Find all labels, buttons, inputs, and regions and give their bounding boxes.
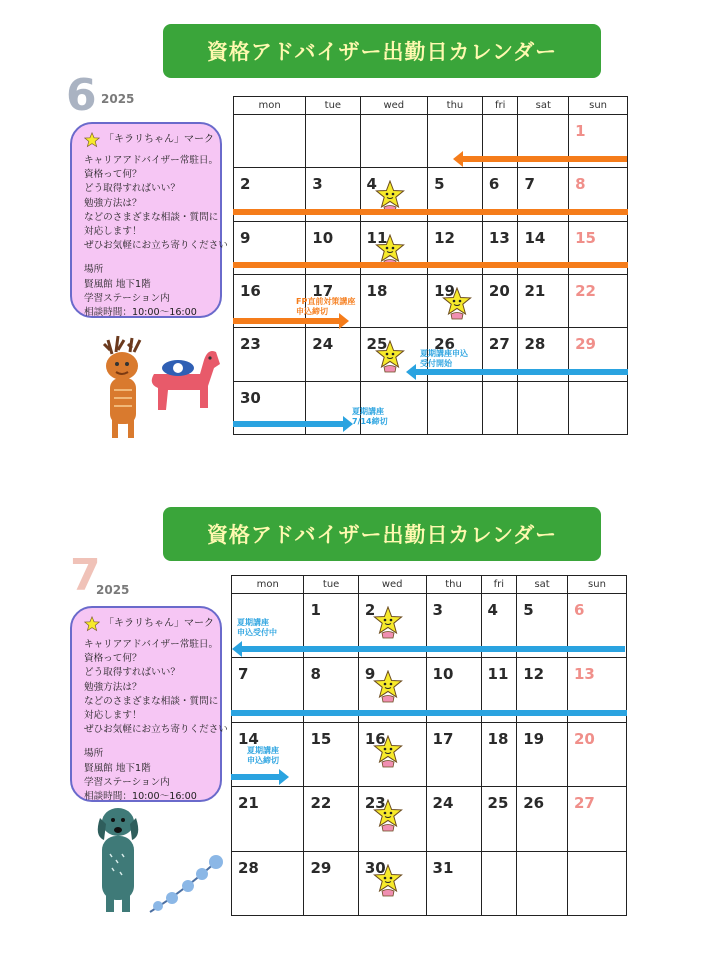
weekday-thu: thu: [426, 576, 481, 594]
kirari-star-icon: [373, 606, 403, 644]
calendar-day-cell: [304, 722, 358, 786]
info-mark-label: 「キラリちゃん」マーク: [104, 617, 214, 629]
kirari-star-icon: [442, 287, 472, 325]
note-summer-accepting: 夏期講座 申込受付中: [237, 618, 277, 637]
day-number: 9: [240, 228, 251, 247]
calendar-week-row: [232, 722, 627, 786]
info-place-label: 場所: [84, 748, 104, 760]
july-banner-title: 資格アドバイザー出勤日カレンダー: [163, 507, 601, 561]
weekday-fri: fri: [482, 97, 518, 115]
calendar-day-cell: [306, 115, 360, 168]
info-place-line: 学習ステーション内: [84, 292, 170, 304]
calendar-day-cell: [481, 722, 517, 786]
info-line: ぜひお気軽にお立ち寄りください: [84, 240, 228, 252]
day-number: 18: [366, 281, 388, 300]
calendar-day-cell: [360, 115, 428, 168]
weekday-mon: mon: [232, 576, 304, 594]
info-line: 対応します！: [84, 226, 142, 238]
arrow-head-left: [453, 151, 463, 167]
info-hours: 相談時間：10:00～16:00: [84, 791, 197, 803]
day-number: 10: [312, 228, 334, 247]
calendar-day-cell: [426, 722, 481, 786]
day-number: 16: [240, 281, 261, 300]
arrow-head-left: [232, 641, 242, 657]
info-title: [84, 616, 214, 632]
day-number: 22: [310, 794, 332, 813]
arrow-june-fp-deadline: [233, 318, 339, 324]
calendar-day-cell: [304, 787, 358, 851]
day-number: 19: [434, 281, 455, 300]
day-number: 5: [434, 175, 445, 194]
calendar-day-cell: [518, 381, 569, 434]
day-number: 23: [240, 335, 261, 354]
weekday-fri: fri: [481, 576, 517, 594]
weekday-wed: wed: [358, 576, 426, 594]
info-line: 勉強方法は？: [84, 197, 142, 209]
day-number: 28: [524, 335, 546, 354]
day-number: 29: [575, 335, 596, 354]
day-number: 5: [523, 601, 534, 619]
july-section: [0, 484, 720, 960]
day-number: 1: [575, 122, 586, 140]
july-calendar: [231, 575, 627, 916]
calendar-day-cell: [567, 722, 626, 786]
arrow-june-summer-open: [414, 369, 628, 375]
day-number: 20: [573, 729, 595, 748]
info-line: どう取得すればいい？: [84, 667, 180, 679]
arrow-july-week2: [231, 710, 627, 716]
calendar-day-cell: [481, 787, 517, 851]
day-number: 12: [523, 665, 545, 684]
weekday-sat: sat: [518, 97, 569, 115]
day-number: 25: [366, 335, 388, 354]
day-number: 26: [523, 794, 545, 813]
calendar-day-cell: [517, 722, 568, 786]
info-line: 資格って何？: [84, 653, 142, 665]
day-number: 4: [366, 175, 377, 194]
calendar-day-cell: [569, 381, 628, 434]
day-number: 14: [524, 228, 546, 247]
weekday-sat: sat: [517, 576, 568, 594]
weekday-sun: sun: [569, 97, 628, 115]
day-number: 17: [432, 729, 454, 748]
day-number: 27: [488, 335, 510, 354]
calendar-day-cell: [306, 328, 360, 381]
day-number: 25: [487, 794, 509, 813]
day-number: 22: [575, 281, 596, 300]
day-number: 26: [434, 335, 455, 354]
info-title: [84, 132, 214, 148]
day-number: 4: [487, 601, 498, 619]
calendar-day-cell: [517, 787, 568, 851]
info-line: などのさまざまな相談・質問に: [84, 211, 219, 223]
calendar-day-cell: [567, 851, 626, 915]
note-summer-deadline-july: 夏期講座 申込締切: [247, 746, 279, 765]
day-number: 10: [432, 665, 454, 684]
info-line: 勉強方法は？: [84, 681, 142, 693]
calendar-day-cell: [358, 851, 426, 915]
calendar-day-cell: [481, 851, 517, 915]
july-info-box: [70, 606, 228, 803]
arrow-june-week6: [233, 421, 343, 427]
july-weeks: [232, 594, 627, 916]
arrow-head-right: [279, 769, 289, 785]
weekday-wed: wed: [360, 97, 428, 115]
day-number: 15: [310, 729, 332, 748]
calendar-week-row: [232, 851, 627, 915]
calendar-day-cell: [518, 274, 569, 327]
july-month-number: 7: [70, 550, 101, 601]
day-number: 16: [364, 729, 386, 748]
calendar-day-cell: [569, 274, 628, 327]
calendar-week-row: [232, 787, 627, 851]
arrow-july-week3: [231, 774, 279, 780]
calendar-day-cell: [358, 787, 426, 851]
day-number: 6: [573, 601, 585, 619]
day-number: 3: [312, 175, 323, 194]
kirari-star-icon: [373, 670, 403, 708]
day-number: 2: [240, 175, 251, 194]
june-banner-title: 資格アドバイザー出勤日カレンダー: [163, 24, 601, 78]
day-number: 7: [524, 175, 535, 194]
day-number: 23: [364, 794, 386, 813]
day-number: 7: [238, 665, 249, 684]
kirari-star-icon: [84, 616, 100, 632]
calendar-day-cell: [426, 851, 481, 915]
day-number: 29: [310, 858, 332, 877]
day-number: 9: [364, 665, 376, 684]
info-mark-label: 「キラリちゃん」マーク: [104, 133, 214, 145]
calendar-day-cell: [567, 787, 626, 851]
info-line: 資格って何？: [84, 169, 142, 181]
calendar-day-cell: [428, 381, 483, 434]
june-month-number: 6: [66, 70, 97, 121]
day-number: 13: [488, 228, 510, 247]
day-number: 30: [364, 858, 386, 877]
calendar-day-cell: [360, 274, 428, 327]
day-number: 21: [238, 794, 259, 813]
day-number: 2: [364, 601, 376, 619]
note-summer-open: 夏期講座申込 受付開始: [420, 349, 468, 368]
calendar-day-cell: [426, 787, 481, 851]
calendar-day-cell: [304, 851, 358, 915]
calendar-day-cell: [232, 851, 304, 915]
day-number: 6: [488, 175, 500, 194]
calendar-day-cell: [482, 381, 518, 434]
info-hours: 相談時間：10:00～16:00: [84, 307, 197, 319]
dog-and-flowers-illustration: [92, 802, 232, 918]
weekday-header-row: [234, 97, 628, 115]
weekday-sun: sun: [567, 576, 626, 594]
arrow-june-week3: [233, 262, 628, 268]
note-fp-deadline: FP直前対策講座 申込締切: [296, 297, 356, 316]
weekday-mon: mon: [234, 97, 306, 115]
june-year: 2025: [101, 92, 135, 106]
day-number: 8: [575, 175, 586, 194]
info-line: 対応します！: [84, 710, 142, 722]
weekday-tue: tue: [304, 576, 358, 594]
calendar-day-cell: [428, 274, 483, 327]
day-number: 11: [487, 665, 509, 684]
day-number: 15: [575, 228, 596, 247]
info-line: ぜひお気軽にお立ち寄りください: [84, 724, 228, 736]
day-number: 8: [310, 665, 321, 684]
info-line: どう取得すればいい？: [84, 183, 180, 195]
day-number: 11: [366, 228, 388, 247]
day-number: 31: [432, 858, 454, 877]
kirari-star-icon: [375, 340, 405, 378]
kirari-star-icon: [373, 864, 403, 902]
info-place-line: 学習ステーション内: [84, 776, 170, 788]
july-year: 2025: [96, 583, 130, 597]
info-place-line: 賢風館 地下1階: [84, 762, 151, 774]
day-number: 24: [432, 794, 454, 813]
info-line: キャリアアドバイザー常駐日。: [84, 155, 219, 166]
note-summer-deadline: 夏期講座 7/14締切: [352, 407, 388, 426]
arrow-june-week1: [461, 156, 627, 162]
calendar-day-cell: [232, 787, 304, 851]
day-number: 12: [434, 228, 455, 247]
day-number: 14: [238, 729, 259, 748]
day-number: 13: [573, 665, 595, 684]
weekday-header-row: [232, 576, 627, 594]
day-number: 21: [524, 281, 546, 300]
weekday-tue: tue: [306, 97, 360, 115]
day-number: 30: [240, 388, 261, 407]
day-number: 28: [238, 858, 259, 877]
june-info-box: [70, 122, 228, 319]
calendar-day-cell: [234, 328, 306, 381]
day-number: 19: [523, 729, 545, 748]
info-line: キャリアアドバイザー常駐日。: [84, 639, 219, 650]
day-number: 3: [432, 601, 443, 619]
deer-and-horse-illustration: [90, 330, 230, 442]
day-number: 18: [487, 729, 509, 748]
day-number: 24: [312, 335, 334, 354]
calendar-day-cell: [358, 722, 426, 786]
info-place-line: 賢風館 地下1階: [84, 278, 151, 290]
arrow-head-left: [406, 364, 416, 380]
kirari-star-icon: [84, 132, 100, 148]
day-number: 17: [312, 281, 334, 300]
calendar-day-cell: [517, 851, 568, 915]
calendar-day-cell: [482, 274, 518, 327]
kirari-star-icon: [373, 799, 403, 837]
weekday-thu: thu: [428, 97, 483, 115]
calendar-day-cell: [234, 115, 306, 168]
info-line: などのさまざまな相談・質問に: [84, 695, 219, 707]
kirari-star-icon: [373, 735, 403, 773]
day-number: 27: [573, 794, 595, 813]
day-number: 1: [310, 601, 321, 619]
day-number: 20: [488, 281, 510, 300]
arrow-june-week2: [233, 209, 628, 215]
info-place-label: 場所: [84, 264, 104, 276]
june-weeks: [234, 115, 628, 435]
arrow-july-week1: [240, 646, 625, 652]
